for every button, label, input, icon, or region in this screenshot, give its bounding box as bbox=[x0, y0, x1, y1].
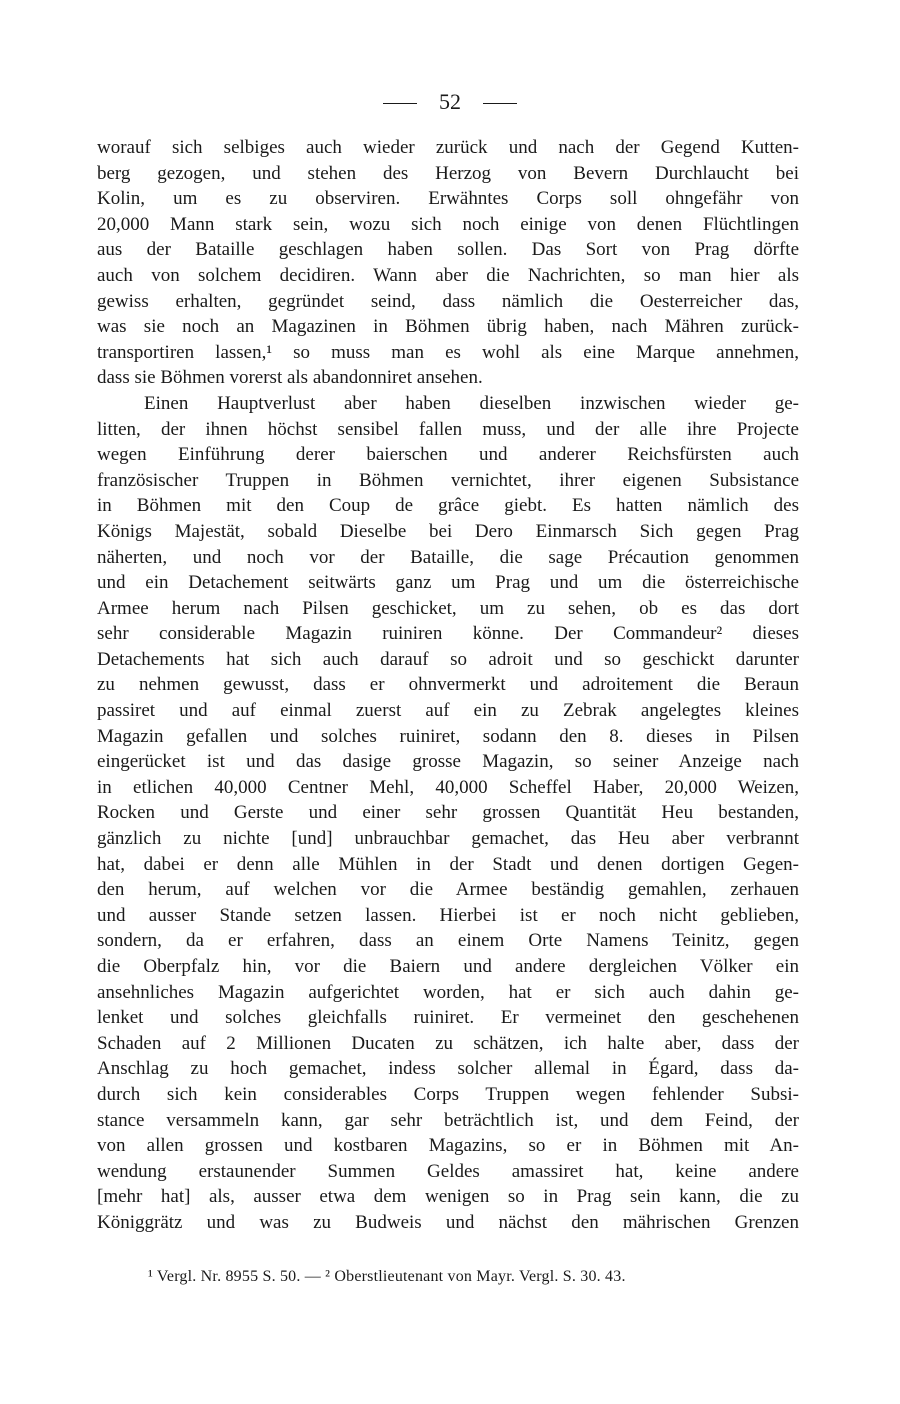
text-line: litten, der ihnen höchst sensibel fallen muss, und der alle ihre Projecte bbox=[97, 418, 799, 440]
text-line: Königgrätz und was zu Budweis und nächst den mährischen Grenzen bbox=[97, 1211, 799, 1233]
header-rule-right bbox=[483, 103, 517, 104]
text-line: in etlichen 40,000 Centner Mehl, 40,000 Scheffel Haber, 20,000 Weizen, bbox=[97, 776, 799, 798]
text-line: ansehnliches Magazin aufgerichtet worden, hat er sich auch dahin ge- bbox=[97, 981, 799, 1003]
text-line: transportiren lassen,¹ so muss man es wohl als eine Marque annehmen, bbox=[97, 341, 799, 363]
text-line: sehr considerable Magazin ruiniren könne. Der Commandeur² dieses bbox=[97, 623, 799, 645]
text-line: den herum, auf welchen vor die Armee beständig gemahlen, zerhauen bbox=[97, 879, 799, 901]
footnotes: ¹ Vergl. Nr. 8955 S. 50. — ² Oberstlieutenant von Mayr. Vergl. S. 30. 43. bbox=[148, 1268, 626, 1285]
text-line: berg gezogen, und stehen des Herzog von Bevern Durchlaucht bei bbox=[97, 162, 799, 184]
text-line: 20,000 Mann stark sein, wozu sich noch einige von denen Flüchtlingen bbox=[97, 213, 799, 235]
text-line: aus der Bataille geschlagen haben sollen. Das Sort von Prag dörfte bbox=[97, 239, 799, 261]
text-line: auch von solchem decidiren. Wann aber die Nachrichten, so man hier als bbox=[97, 264, 799, 286]
page-header bbox=[0, 88, 900, 116]
text-line: Schaden auf 2 Millionen Ducaten zu schätzen, ich halte aber, dass der bbox=[97, 1032, 799, 1054]
text-line: dass sie Böhmen vorerst als abandonniret ansehen. bbox=[97, 367, 483, 389]
text-line: näherten, und noch vor der Bataille, die sage Précaution genommen bbox=[97, 546, 799, 568]
text-line: Armee herum nach Pilsen geschicket, um zu sehen, ob es das dort bbox=[97, 597, 799, 619]
paragraph bbox=[97, 391, 799, 1236]
text-line: passiret und auf einmal zuerst auf ein zu Zebrak angelegtes kleines bbox=[97, 700, 799, 722]
text-line: Detachements hat sich auch darauf so adroit und so geschickt darunter bbox=[97, 648, 799, 670]
text-line: eingerücket ist und das dasige grosse Magazin, so seiner Anzeige nach bbox=[97, 751, 799, 773]
text-line: worauf sich selbiges auch wieder zurück und nach der Gegend Kutten- bbox=[97, 137, 799, 158]
text-line: Magazin gefallen und solches ruiniret, sodann den 8. dieses in Pilsen bbox=[97, 725, 799, 747]
text-line: Königs Majestät, sobald Dieselbe bei Dero Einmarsch Sich gegen Prag bbox=[97, 520, 799, 542]
text-line: stance versammeln kann, gar sehr beträchtlich ist, und dem Feind, der bbox=[97, 1109, 799, 1131]
text-line: Einen Hauptverlust aber haben dieselben inzwischen wieder ge- bbox=[144, 392, 799, 414]
text-line: von allen grossen und kostbaren Magazins, so er in Böhmen mit An- bbox=[97, 1135, 799, 1157]
text-line: Kolin, um es zu observiren. Erwähntes Corps soll ohngefähr von bbox=[97, 188, 799, 210]
text-line: die Oberpfalz hin, vor die Baiern und andere dergleichen Völker ein bbox=[97, 956, 799, 977]
text-line: hat, dabei er denn alle Mühlen in der Stadt und denen dortigen Gegen- bbox=[97, 853, 799, 875]
text-line: was sie noch an Magazinen in Böhmen übrig haben, nach Mähren zurück- bbox=[97, 316, 799, 338]
body-text bbox=[97, 135, 799, 1236]
text-line: französischer Truppen in Böhmen vernichtet, ihrer eigenen Subsistance bbox=[97, 469, 799, 491]
text-line: sondern, da er erfahren, dass an einem Orte Namens Teinitz, gegen bbox=[97, 930, 799, 952]
text-line: und ein Detachement seitwärts ganz um Prag und um die österreichische bbox=[97, 572, 799, 594]
text-line: zu nehmen gewusst, dass er ohnvermerkt und adroitement die Beraun bbox=[97, 674, 799, 696]
text-line: Rocken und Gerste und einer sehr grossen Quantität Heu bestanden, bbox=[97, 802, 799, 824]
text-line: gewiss erhalten, gegründet seind, dass nämlich die Oesterreicher das, bbox=[97, 290, 799, 312]
text-line: wendung erstaunender Summen Geldes amassiret hat, keine andere bbox=[97, 1160, 799, 1182]
text-line: in Böhmen mit den Coup de grâce giebt. Es hatten nämlich des bbox=[97, 495, 799, 517]
text-line: [mehr hat] als, ausser etwa dem wenigen so in Prag sein kann, die zu bbox=[97, 1186, 799, 1208]
text-line: lenket und solches gleichfalls ruiniret. Er vermeinet den geschehenen bbox=[97, 1007, 799, 1029]
text-line: durch sich kein considerables Corps Truppen wegen fehlender Subsi- bbox=[97, 1083, 799, 1105]
text-line: wegen Einführung derer baierschen und anderer Reichsfürsten auch bbox=[97, 444, 799, 466]
text-line: und ausser Stande setzen lassen. Hierbei ist er noch nicht geblieben, bbox=[97, 904, 799, 926]
text-line: gänzlich zu nichte [und] unbrauchbar gemachet, das Heu aber verbrannt bbox=[97, 828, 799, 850]
text-line: Anschlag zu hoch gemachet, indess solcher allemal in Égard, dass da- bbox=[97, 1058, 799, 1080]
page-number: 52 bbox=[439, 89, 461, 114]
paragraph bbox=[97, 135, 799, 391]
header-rule-left bbox=[383, 103, 417, 104]
